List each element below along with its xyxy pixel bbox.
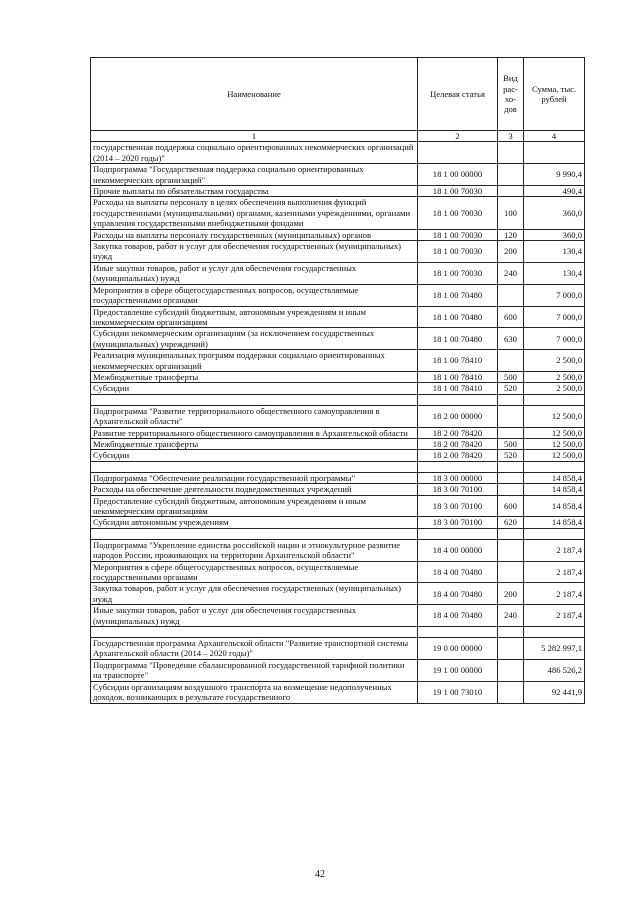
table-row <box>91 472 585 483</box>
cell-sum: 92 441,9 <box>524 681 585 703</box>
cell-name: Реализация муниципальных программ поддержки социально ориентированных некоммерческих организаций <box>91 350 418 372</box>
table-row <box>91 241 585 263</box>
cell-vid <box>498 528 524 539</box>
cell-vid <box>498 638 524 660</box>
cell-code: 18 1 00 70480 <box>418 284 498 306</box>
cell-sum: 7 000,0 <box>524 328 585 350</box>
cell-name: Государственная программа Архангельской области "Развитие транспортной системы Архангельской области (2014 – 2020 годы)" <box>91 638 418 660</box>
cell-name: Субсидии <box>91 450 418 461</box>
cell-vid <box>498 461 524 472</box>
cell-vid <box>498 394 524 405</box>
table-row <box>91 306 585 328</box>
table-body <box>91 142 585 703</box>
cell-vid <box>498 484 524 495</box>
cell-sum: 14 858,4 <box>524 495 585 517</box>
cell-sum: 130,4 <box>524 241 585 263</box>
cell-code: 18 3 00 70100 <box>418 495 498 517</box>
cell-name: Мероприятия в сфере общегосударственных вопросов, осуществляемые государственными органами <box>91 284 418 306</box>
cell-sum: 360,0 <box>524 229 585 240</box>
cell-vid: 240 <box>498 262 524 284</box>
cell-vid: 520 <box>498 383 524 394</box>
table-row <box>91 638 585 660</box>
cell-vid: 620 <box>498 517 524 528</box>
cell-code: 18 2 00 78420 <box>418 450 498 461</box>
table-row <box>91 605 585 627</box>
cell-sum: 360,0 <box>524 197 585 229</box>
cell-vid <box>498 539 524 561</box>
cell-name: Закупка товаров, работ и услуг для обеспечения государственных (муниципальных) нужд <box>91 583 418 605</box>
cell-code: 18 1 00 00000 <box>418 164 498 186</box>
cell-name: Межбюджетные трансферты <box>91 371 418 382</box>
cell-name: Субсидии организациям воздушного транспорта на возмещение недополученных доходов, возникающих в результате государственного <box>91 681 418 703</box>
cell-name: Межбюджетные трансферты <box>91 438 418 449</box>
cell-vid: 200 <box>498 583 524 605</box>
cell-sum: 486 526,2 <box>524 659 585 681</box>
cell-vid: 500 <box>498 371 524 382</box>
column-number: 4 <box>524 131 585 142</box>
table-row <box>91 350 585 372</box>
cell-name: Расходы на обеспечение деятельности подведомственных учреждений <box>91 484 418 495</box>
table-row <box>91 284 585 306</box>
cell-sum: 490,4 <box>524 186 585 197</box>
table-row <box>91 197 585 229</box>
cell-name: Предоставление субсидий бюджетным, автономным учреждениям и иным некоммерческим организациям <box>91 306 418 328</box>
cell-vid <box>498 561 524 583</box>
cell-vid <box>498 659 524 681</box>
cell-code: 18 1 00 70480 <box>418 306 498 328</box>
spacer-row <box>91 528 585 539</box>
spacer-row <box>91 627 585 638</box>
cell-code <box>418 528 498 539</box>
column-number: 3 <box>498 131 524 142</box>
cell-code: 18 3 00 00000 <box>418 472 498 483</box>
cell-vid <box>498 284 524 306</box>
header-vid: Вид рас-хо-дов <box>498 58 524 131</box>
cell-vid <box>498 627 524 638</box>
cell-code: 19 1 00 73010 <box>418 681 498 703</box>
cell-code: 19 1 00 00000 <box>418 659 498 681</box>
cell-name: Расходы на выплаты персоналу в целях обеспечения выполнения функций государственными (муниципальными) органами, казенными учреждениями, органами управления государственными внебюджетными фондами <box>91 197 418 229</box>
table-row <box>91 371 585 382</box>
table-row <box>91 186 585 197</box>
table-row <box>91 495 585 517</box>
cell-vid: 630 <box>498 328 524 350</box>
cell-sum: 14 858,4 <box>524 484 585 495</box>
cell-name: Развитие территориального общественного самоуправления в Архангельской области <box>91 427 418 438</box>
cell-code: 18 1 00 78410 <box>418 383 498 394</box>
cell-sum <box>524 394 585 405</box>
cell-code: 18 3 00 70100 <box>418 517 498 528</box>
cell-sum: 2 187,4 <box>524 539 585 561</box>
cell-vid: 500 <box>498 438 524 449</box>
table-row <box>91 164 585 186</box>
cell-name: Подпрограмма "Государственная поддержка социально ориентированных некоммерческих организаций" <box>91 164 418 186</box>
table-row <box>91 450 585 461</box>
cell-sum: 5 282 997,1 <box>524 638 585 660</box>
cell-sum: 12 500,0 <box>524 427 585 438</box>
cell-sum: 7 000,0 <box>524 306 585 328</box>
cell-vid <box>498 164 524 186</box>
cell-sum: 9 990,4 <box>524 164 585 186</box>
cell-name: Субсидии некоммерческим организациям (за исключением государственных (муниципальных) учреждений) <box>91 328 418 350</box>
table-row <box>91 583 585 605</box>
cell-sum <box>524 627 585 638</box>
cell-name: Подпрограмма "Развитие территориального общественного самоуправления в Архангельской области" <box>91 405 418 427</box>
cell-code: 18 2 00 78420 <box>418 438 498 449</box>
cell-code: 18 1 00 70030 <box>418 262 498 284</box>
table-row <box>91 405 585 427</box>
cell-code <box>418 627 498 638</box>
cell-sum: 2 500,0 <box>524 371 585 382</box>
table-row <box>91 561 585 583</box>
cell-sum <box>524 461 585 472</box>
cell-name: Закупка товаров, работ и услуг для обеспечения государственных (муниципальных) нужд <box>91 241 418 263</box>
cell-sum: 12 500,0 <box>524 405 585 427</box>
table-row <box>91 427 585 438</box>
table-row <box>91 262 585 284</box>
cell-sum: 12 500,0 <box>524 438 585 449</box>
cell-code: 18 1 00 78410 <box>418 371 498 382</box>
cell-vid: 520 <box>498 450 524 461</box>
spacer-row <box>91 461 585 472</box>
table-row <box>91 328 585 350</box>
cell-code: 18 1 00 70030 <box>418 229 498 240</box>
cell-code: 18 3 00 70100 <box>418 484 498 495</box>
cell-sum: 130,4 <box>524 262 585 284</box>
cell-code <box>418 461 498 472</box>
cell-vid <box>498 681 524 703</box>
cell-name <box>91 627 418 638</box>
cell-sum <box>524 142 585 164</box>
cell-name: Субсидии автономным учреждениям <box>91 517 418 528</box>
column-number-row <box>91 131 585 142</box>
cell-name: Иные закупки товаров, работ и услуг для обеспечения государственных (муниципальных) нужд <box>91 605 418 627</box>
cell-code: 19 0 00 00000 <box>418 638 498 660</box>
cell-name: Мероприятия в сфере общегосударственных вопросов, осуществляемые государственными органами <box>91 561 418 583</box>
cell-name <box>91 394 418 405</box>
cell-vid: 120 <box>498 229 524 240</box>
cell-name: Прочие выплаты по обязательствам государства <box>91 186 418 197</box>
cell-name: Подпрограмма "Укрепление единства российской нации и этнокультурное развитие народов России, проживающих на территории Архангельской области" <box>91 539 418 561</box>
cell-code: 18 1 00 78410 <box>418 350 498 372</box>
cell-vid <box>498 427 524 438</box>
cell-code: 18 1 00 70030 <box>418 186 498 197</box>
table-row <box>91 517 585 528</box>
cell-sum: 7 000,0 <box>524 284 585 306</box>
cell-sum: 14 858,4 <box>524 472 585 483</box>
cell-vid <box>498 142 524 164</box>
cell-sum: 2 187,4 <box>524 561 585 583</box>
cell-vid <box>498 186 524 197</box>
cell-vid: 600 <box>498 495 524 517</box>
cell-sum <box>524 528 585 539</box>
cell-code: 18 4 00 70480 <box>418 561 498 583</box>
cell-code: 18 4 00 70480 <box>418 583 498 605</box>
cell-name: Подпрограмма "Проведение сбалансированной государственной тарифной политики на транспорте" <box>91 659 418 681</box>
cell-sum: 12 500,0 <box>524 450 585 461</box>
column-number: 1 <box>91 131 418 142</box>
cell-name: Подпрограмма "Обеспечение реализации государственной программы" <box>91 472 418 483</box>
cell-vid <box>498 350 524 372</box>
header-name: Наименование <box>91 58 418 131</box>
header-sum: Сумма, тыс. рублей <box>524 58 585 131</box>
table-row <box>91 484 585 495</box>
cell-code <box>418 394 498 405</box>
page-number: 42 <box>315 869 325 880</box>
cell-code: 18 4 00 00000 <box>418 539 498 561</box>
cell-code: 18 2 00 00000 <box>418 405 498 427</box>
cell-code <box>418 142 498 164</box>
cell-code: 18 1 00 70030 <box>418 197 498 229</box>
table-row <box>91 659 585 681</box>
cell-name <box>91 528 418 539</box>
cell-name: Расходы на выплаты персоналу государственных (муниципальных) органов <box>91 229 418 240</box>
cell-code: 18 4 00 70480 <box>418 605 498 627</box>
cell-sum: 2 187,4 <box>524 605 585 627</box>
table-row <box>91 681 585 703</box>
cell-vid <box>498 472 524 483</box>
table-row <box>91 539 585 561</box>
cell-name: Субсидии <box>91 383 418 394</box>
cell-code: 18 1 00 70480 <box>418 328 498 350</box>
budget-table <box>90 57 585 704</box>
header-code: Целевая статья <box>418 58 498 131</box>
cell-code: 18 2 00 78420 <box>418 427 498 438</box>
cell-sum: 2 187,4 <box>524 583 585 605</box>
table-row <box>91 383 585 394</box>
table-row <box>91 142 585 164</box>
cell-name <box>91 461 418 472</box>
cell-vid: 600 <box>498 306 524 328</box>
cell-vid: 240 <box>498 605 524 627</box>
cell-sum: 2 500,0 <box>524 350 585 372</box>
table-row <box>91 438 585 449</box>
cell-vid <box>498 405 524 427</box>
cell-name: государственная поддержка социально ориентированных некоммерческих организаций (2014 – 2020 годы)" <box>91 142 418 164</box>
cell-vid: 100 <box>498 197 524 229</box>
cell-sum: 14 858,4 <box>524 517 585 528</box>
cell-vid: 200 <box>498 241 524 263</box>
table-header-row <box>91 58 585 131</box>
table-row <box>91 229 585 240</box>
spacer-row <box>91 394 585 405</box>
cell-name: Иные закупки товаров, работ и услуг для обеспечения государственных (муниципальных) нужд <box>91 262 418 284</box>
column-number: 2 <box>418 131 498 142</box>
cell-name: Предоставление субсидий бюджетным, автономным учреждениям и иным некоммерческим организациям <box>91 495 418 517</box>
cell-sum: 2 500,0 <box>524 383 585 394</box>
cell-code: 18 1 00 70030 <box>418 241 498 263</box>
